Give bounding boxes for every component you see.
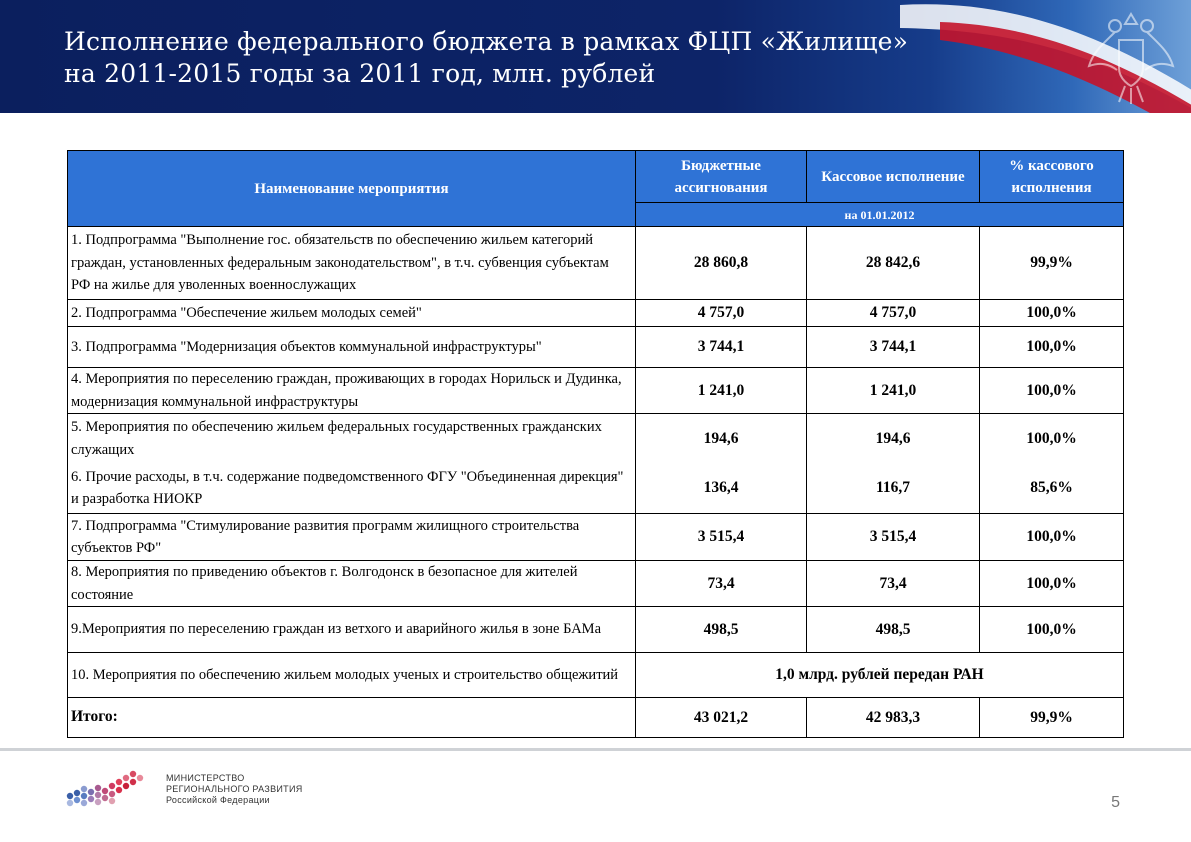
budget-execution-table [67, 150, 1124, 738]
total-percent: 99,9% [980, 698, 1124, 738]
row-name: 6. Прочие расходы, в т.ч. содержание подведомственного ФГУ "Объединенная дирекция" и разработка НИОКР [68, 464, 636, 514]
slide-header [0, 0, 1191, 113]
title-line-1: Исполнение федерального бюджета в рамках ФЦП «Жилище» [64, 27, 909, 56]
table-total-row [68, 698, 1124, 738]
total-label: Итого: [68, 698, 636, 738]
row-cash: 3 744,1 [807, 327, 980, 368]
table-row [68, 514, 1124, 561]
row-percent: 100,0% [980, 327, 1124, 368]
row-cash: 498,5 [807, 607, 980, 653]
row-budget: 28 860,8 [636, 227, 807, 300]
row-percent: 100,0% [980, 607, 1124, 653]
row-name: 3. Подпрограмма "Модернизация объектов коммунальной инфраструктуры" [68, 327, 636, 368]
row-percent: 100,0% [980, 300, 1124, 327]
header-cash: Кассовое исполнение [807, 151, 980, 203]
row-cash: 116,7 [807, 464, 980, 514]
table-row [68, 227, 1124, 300]
ministry-name [166, 773, 303, 806]
row-budget: 498,5 [636, 607, 807, 653]
row-name: 9.Мероприятия по переселению граждан из ветхого и аварийного жилья в зоне БАМа [68, 607, 636, 653]
title-line-2: на 2011-2015 годы за 2011 год, млн. рублей [64, 59, 656, 88]
row-name: 5. Мероприятия по обеспечению жильем федеральных государственных гражданских служащих [68, 414, 636, 464]
table-header-row [68, 151, 1124, 203]
row-budget: 136,4 [636, 464, 807, 514]
row-name: 4. Мероприятия по переселению граждан, проживающих в городах Норильск и Дудинка, модернизация коммунальной инфраструктуры [68, 368, 636, 414]
row-cash: 4 757,0 [807, 300, 980, 327]
row-budget: 194,6 [636, 414, 807, 464]
row-percent: 100,0% [980, 414, 1124, 464]
row-name: 8. Мероприятия по приведению объектов г. Волгодонск в безопасное для жителей состояние [68, 561, 636, 607]
row-name: 10. Мероприятия по обеспечению жильем молодых ученых и строительство общежитий [68, 653, 636, 698]
row-percent: 99,9% [980, 227, 1124, 300]
row-cash: 1 241,0 [807, 368, 980, 414]
page-title [64, 26, 908, 90]
row-merged-note: 1,0 млрд. рублей передан РАН [636, 653, 1124, 698]
table-row [68, 414, 1124, 464]
ministry-line-3: Российской Федерации [166, 795, 270, 805]
row-percent: 100,0% [980, 368, 1124, 414]
row-budget: 1 241,0 [636, 368, 807, 414]
table-row [68, 368, 1124, 414]
row-name: 1. Подпрограмма "Выполнение гос. обязательств по обеспечению жильем категорий граждан, установленных федеральным законодательством", в т.ч. субвенция субъектам РФ на жилье для уволенных военнослужащих [68, 227, 636, 300]
header-name: Наименование мероприятия [68, 151, 636, 227]
header-percent: % кассового исполнения [980, 151, 1124, 203]
table-row [68, 607, 1124, 653]
total-budget: 43 021,2 [636, 698, 807, 738]
page-number: 5 [1111, 794, 1120, 811]
row-budget: 73,4 [636, 561, 807, 607]
coat-of-arms-icon [1085, 4, 1177, 108]
table-row [68, 464, 1124, 514]
table-row [68, 300, 1124, 327]
row-cash: 194,6 [807, 414, 980, 464]
row-cash: 28 842,6 [807, 227, 980, 300]
row-percent: 100,0% [980, 561, 1124, 607]
row-budget: 4 757,0 [636, 300, 807, 327]
row-budget: 3 515,4 [636, 514, 807, 561]
total-cash: 42 983,3 [807, 698, 980, 738]
ministry-line-1: МИНИСТЕРСТВО [166, 773, 245, 783]
header-budget: Бюджетные ассигнования [636, 151, 807, 203]
row-percent: 100,0% [980, 514, 1124, 561]
table-row [68, 561, 1124, 607]
row-cash: 3 515,4 [807, 514, 980, 561]
row-name: 7. Подпрограмма "Стимулирование развития программ жилищного строительства субъектов РФ" [68, 514, 636, 561]
row-budget: 3 744,1 [636, 327, 807, 368]
footer-divider [0, 748, 1191, 751]
table-row [68, 327, 1124, 368]
ministry-line-2: РЕГИОНАЛЬНОГО РАЗВИТИЯ [166, 784, 303, 794]
row-cash: 73,4 [807, 561, 980, 607]
row-name: 2. Подпрограмма "Обеспечение жильем молодых семей" [68, 300, 636, 327]
ministry-logo-icon [62, 766, 152, 814]
table-row [68, 653, 1124, 698]
row-percent: 85,6% [980, 464, 1124, 514]
header-date-note: на 01.01.2012 [636, 203, 1124, 227]
